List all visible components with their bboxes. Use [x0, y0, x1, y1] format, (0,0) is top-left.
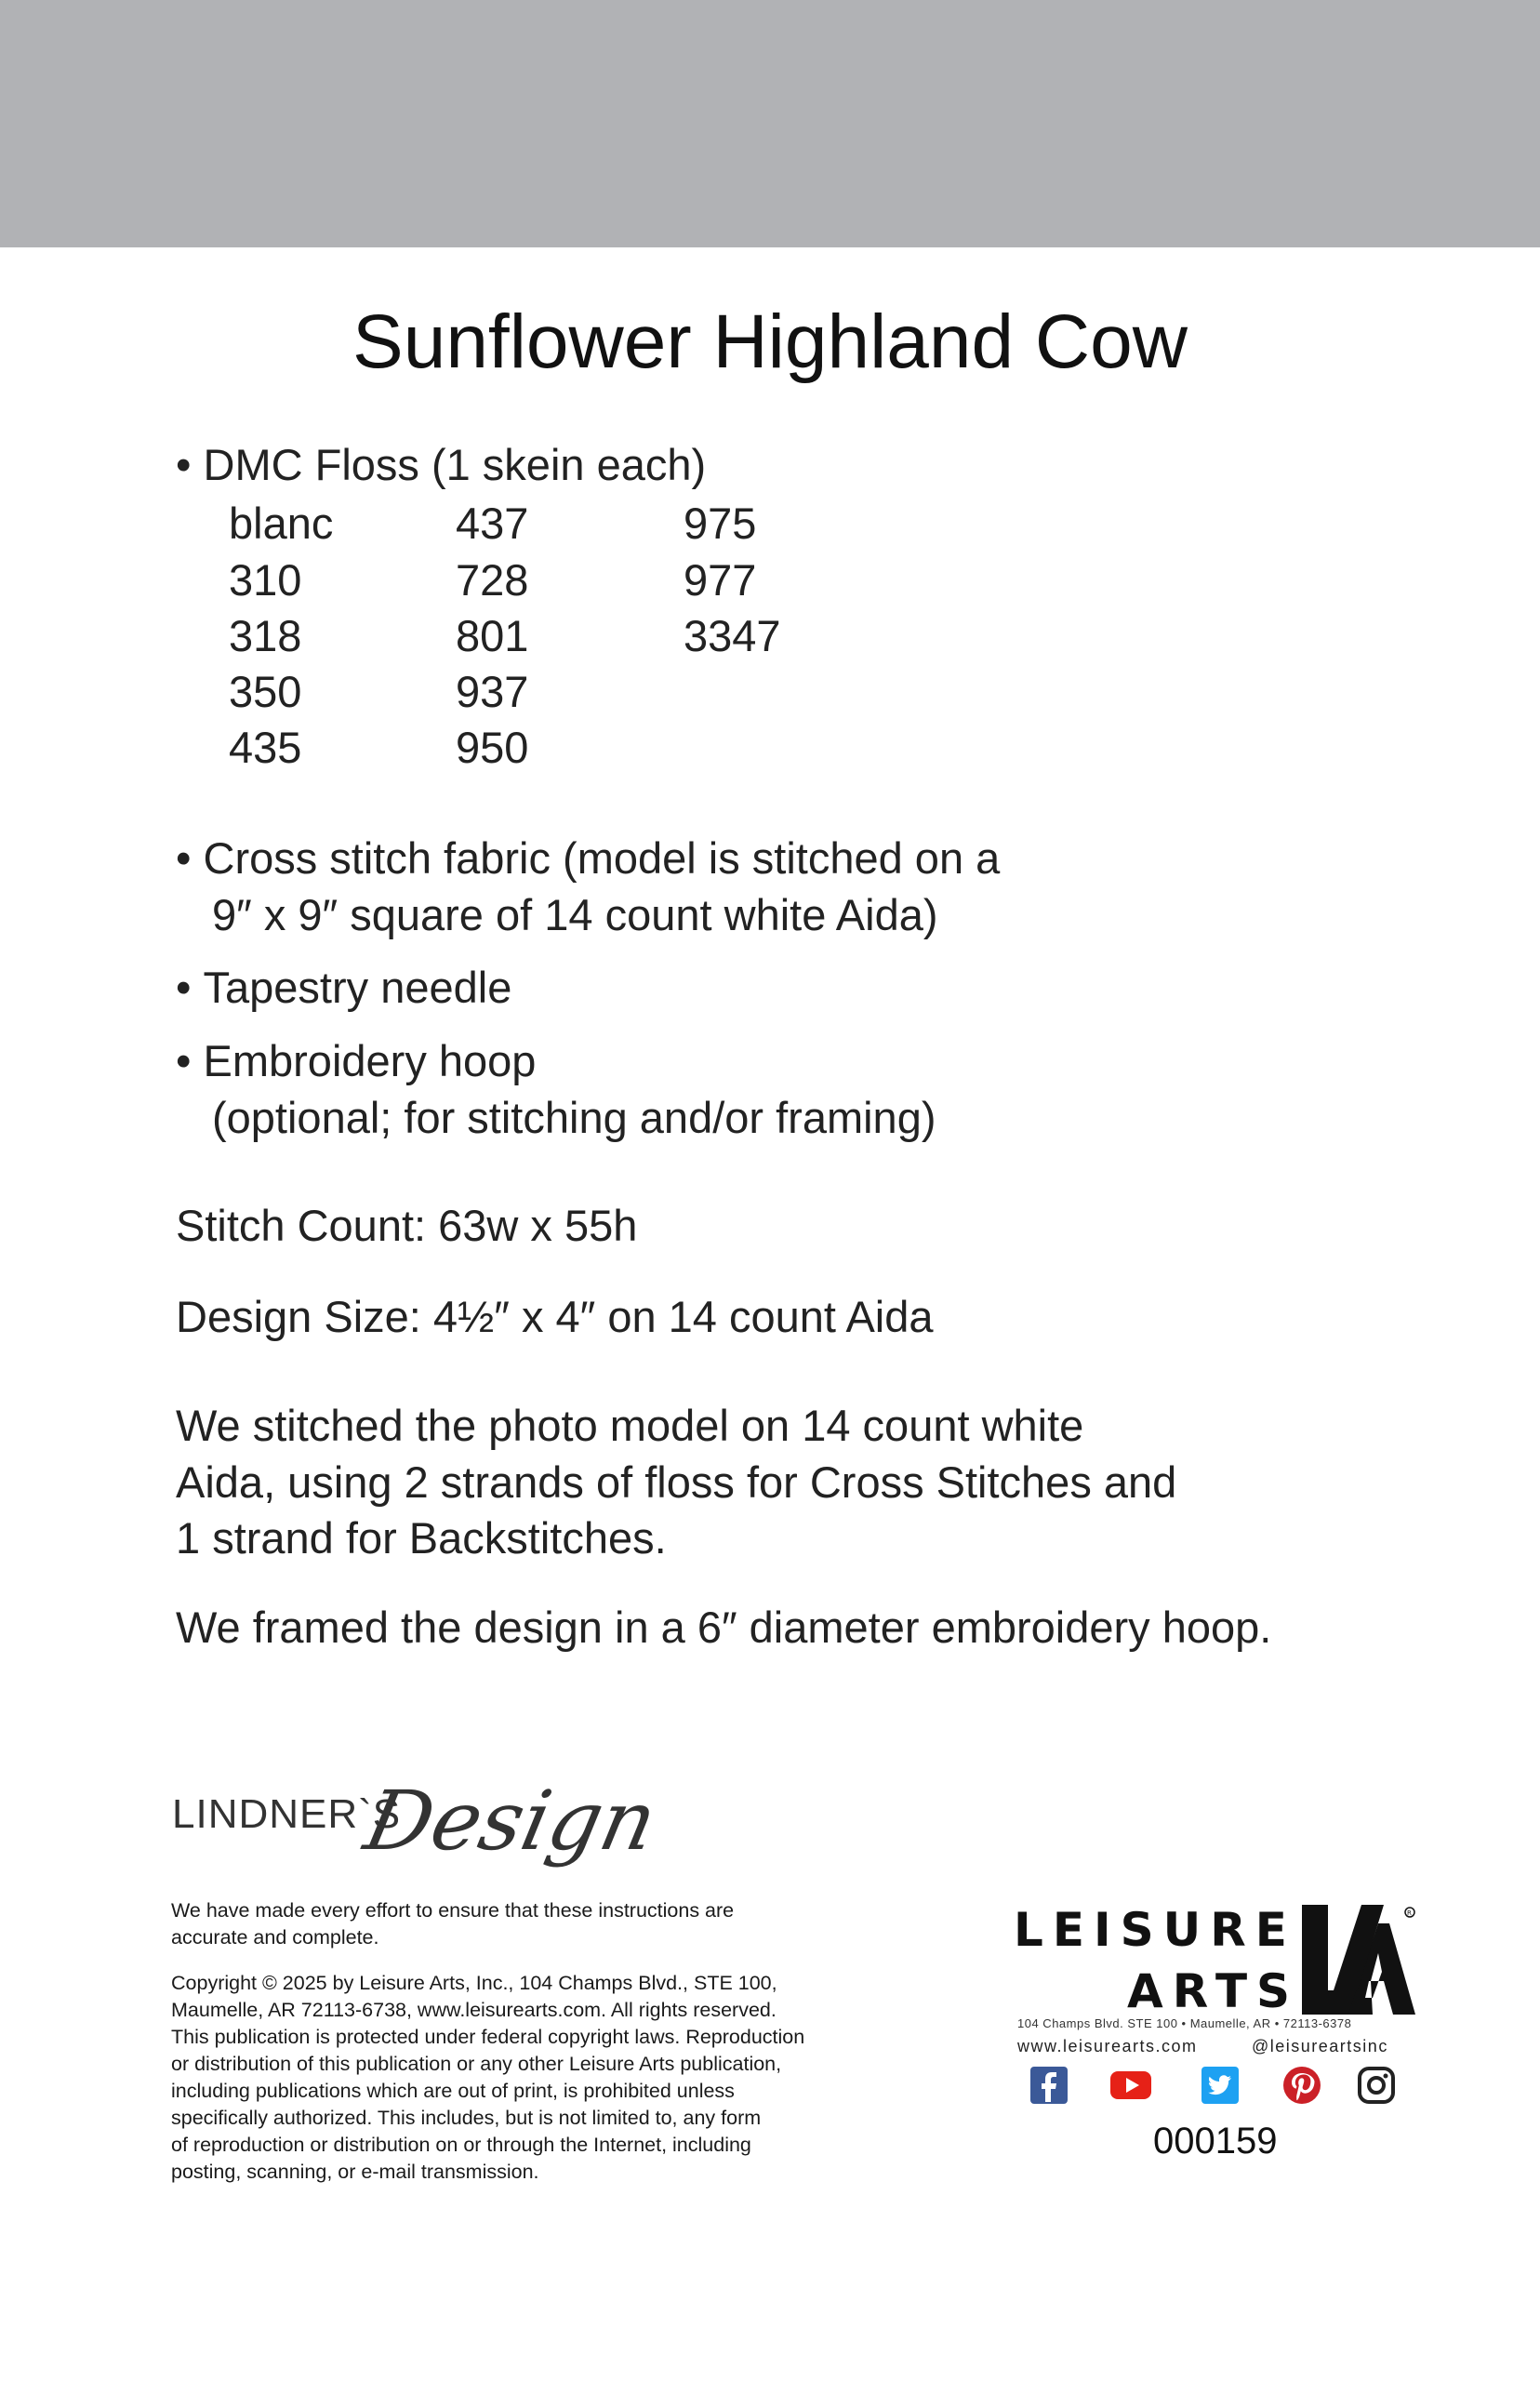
copyright-line: of reproduction or distribution on or through the Internet, including [171, 2134, 751, 2156]
hoop-line-1: Embroidery hoop [203, 1036, 537, 1085]
fabric-line-2: 9″ x 9″ square of 14 count white Aida) [212, 890, 938, 939]
disclaimer-line: accurate and complete. [171, 1926, 379, 1949]
svg-text:R: R [1407, 1909, 1412, 1917]
bullet: • [176, 963, 204, 1012]
copyright-notice [171, 1970, 915, 2186]
twitter-icon[interactable] [1200, 2065, 1241, 2106]
floss-number: 437 [456, 499, 529, 548]
floss-number: 310 [229, 555, 302, 605]
disclaimer-line: We have made every effort to ensure that these instructions are [171, 1899, 735, 1922]
hoop-item [176, 1033, 536, 1089]
floss-number: 977 [684, 555, 757, 605]
model-note-line: Aida, using 2 strands of floss for Cross Stitches and [176, 1457, 1177, 1507]
logo-word: LINDNER`S [172, 1791, 402, 1837]
instagram-icon[interactable] [1356, 2065, 1397, 2106]
bullet: • [176, 833, 204, 883]
floss-number: 350 [229, 667, 302, 716]
stitch-count: Stitch Count: 63w x 55h [176, 1201, 638, 1250]
fabric-line-1: Cross stitch fabric (model is stitched on a [203, 833, 1001, 883]
publisher-handle[interactable]: @leisureartsinc [1252, 2037, 1388, 2055]
floss-number: 435 [229, 723, 302, 772]
floss-number: 975 [684, 499, 757, 548]
page-title: Sunflower Highland Cow [352, 299, 1188, 384]
copyright-line: specifically authorized. This includes, but is not limited to, any form [171, 2107, 762, 2129]
floss-heading-text: DMC Floss (1 skein each) [203, 440, 707, 489]
needle-text: Tapestry needle [203, 963, 512, 1012]
needle-item [176, 960, 511, 1016]
model-note-line: 1 strand for Backstitches. [176, 1513, 667, 1563]
disclaimer [171, 1897, 915, 1951]
youtube-icon[interactable] [1110, 2065, 1151, 2106]
fabric-item [176, 831, 1000, 886]
floss-number: 318 [229, 611, 302, 660]
copyright-line: Copyright © 2025 by Leisure Arts, Inc., 104 Champs Blvd., STE 100, [171, 1972, 777, 1994]
floss-heading [176, 437, 706, 493]
floss-number: blanc [229, 499, 334, 548]
facebook-icon[interactable] [1029, 2065, 1069, 2106]
la-monogram-icon [1300, 1905, 1415, 2015]
logo-line-1: LEISURE [1014, 1903, 1296, 1957]
design-size: Design Size: 4½″ x 4″ on 14 count Aida [176, 1292, 934, 1341]
copyright-line: including publications which are out of print, is prohibited unless [171, 2080, 735, 2102]
floss-number: 801 [456, 611, 529, 660]
frame-note: We framed the design in a 6″ diameter embroidery hoop. [176, 1603, 1272, 1652]
header-band [0, 0, 1540, 247]
hoop-line-2: (optional; for stitching and/or framing) [212, 1093, 936, 1142]
copyright-line: Maumelle, AR 72113-6738, www.leisurearts.com. All rights reserved. [171, 1999, 777, 2021]
product-code: 000159 [1153, 2121, 1278, 2162]
publisher-address: 104 Champs Blvd. STE 100 • Maumelle, AR • 72113-6378 [1017, 2016, 1352, 2030]
copyright-line: posting, scanning, or e-mail transmission. [171, 2161, 539, 2183]
floss-number: 3347 [684, 611, 781, 660]
logo-line-2: ARTS [1127, 1964, 1300, 2018]
floss-number: 937 [456, 667, 529, 716]
logo-script: Design [357, 1773, 665, 1869]
pinterest-icon[interactable] [1281, 2065, 1322, 2106]
bullet: • [176, 440, 204, 489]
bullet: • [176, 1036, 204, 1085]
copyright-line: or distribution of this publication or any other Leisure Arts publication, [171, 2053, 782, 2075]
floss-number: 950 [456, 723, 529, 772]
lindners-design-logo [172, 1773, 665, 1888]
publisher-website[interactable]: www.leisurearts.com [1017, 2037, 1198, 2055]
copyright-line: This publication is protected under federal copyright laws. Reproduction [171, 2026, 805, 2048]
model-note-line: We stitched the photo model on 14 count white [176, 1401, 1084, 1450]
floss-number: 728 [456, 555, 529, 605]
